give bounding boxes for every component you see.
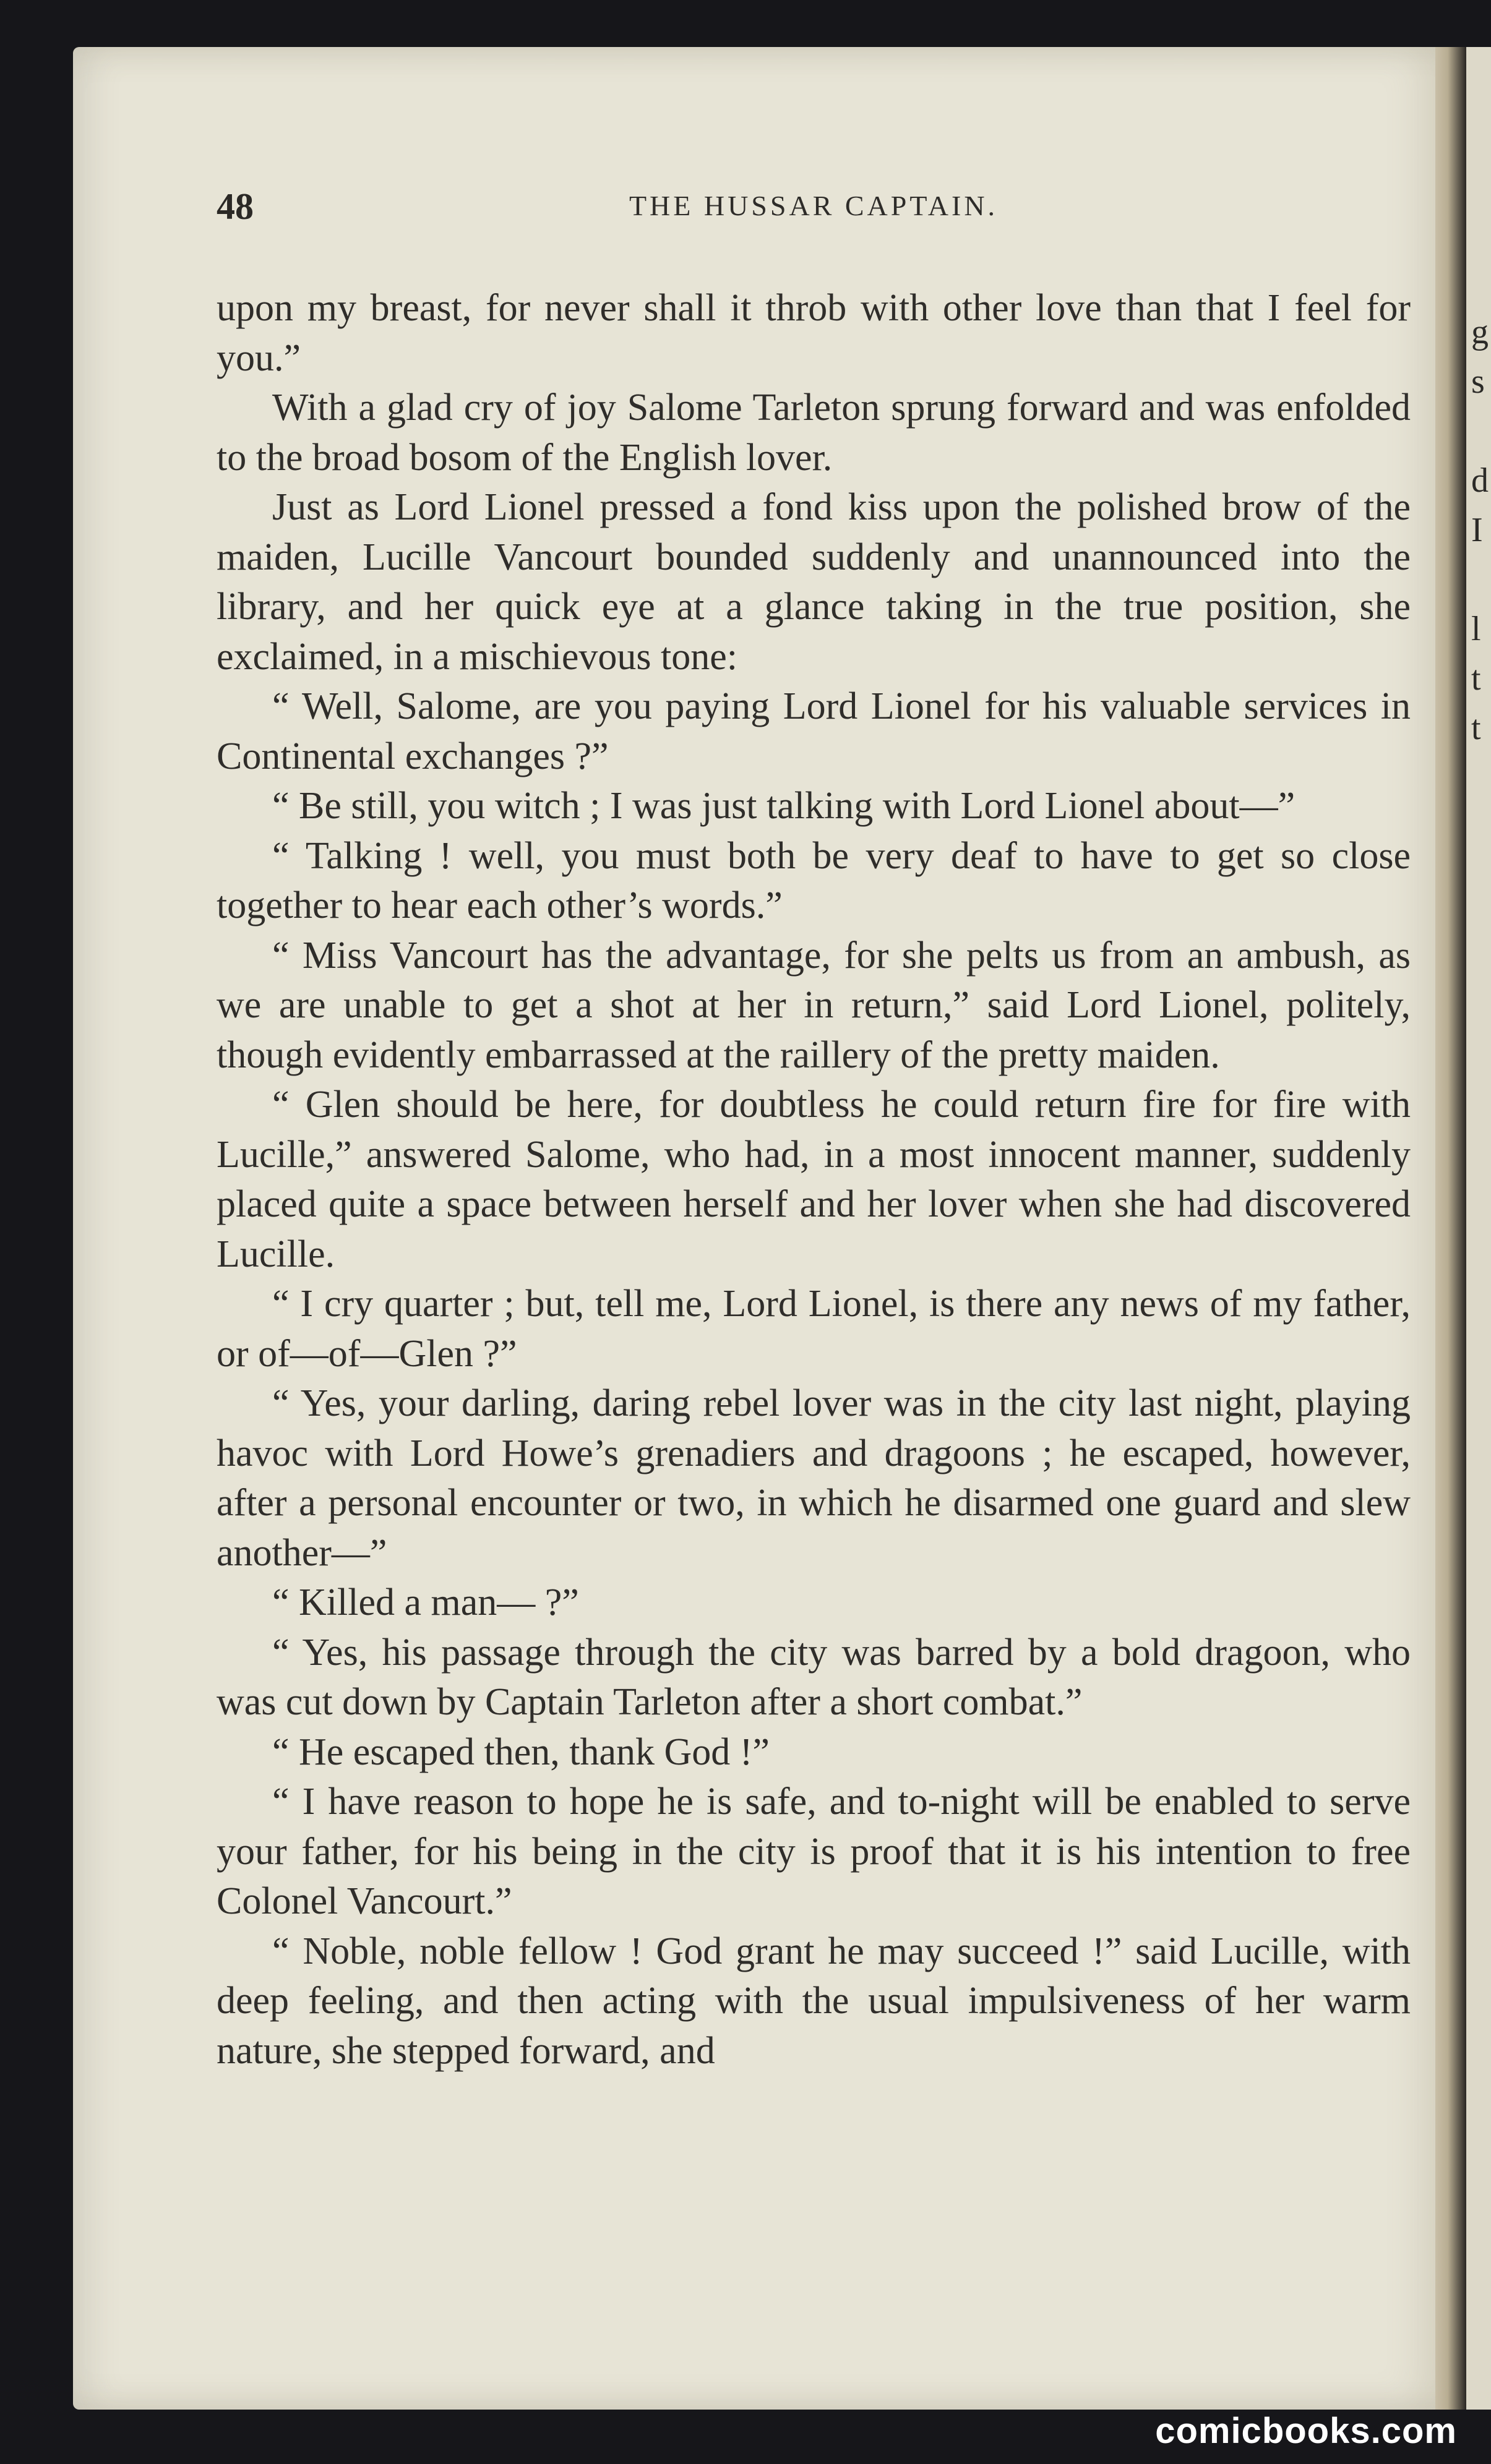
paragraph: “ Miss Vancourt has the advantage, for she pelts us from an ambush, as we are unable to get a shot at her in return,” said Lord Lionel, politely, though evidently embarrassed at the raillery of the pretty maiden.	[217, 934, 1411, 1076]
adjacent-page-letter: t	[1471, 659, 1481, 698]
paragraph: upon my breast, for never shall it throb with other love than that I feel for you.”	[217, 287, 1411, 379]
page-gutter	[1435, 47, 1466, 2410]
paragraph: “ Well, Salome, are you paying Lord Lionel for his valuable services in Continental exchanges ?”	[217, 685, 1411, 777]
paragraph: Just as Lord Lionel pressed a fond kiss upon the polished brow of the maiden, Lucille Vancourt bounded suddenly and unannounced into the library, and her quick eye at a glance taking in the true position, she exclaimed, in a mischievous tone:	[217, 486, 1411, 678]
paragraph: “ Killed a man— ?”	[272, 1581, 579, 1623]
paragraph: “ I have reason to hope he is safe, and to-night will be enabled to serve your father, for his being in the city is proof that it is his intention to free Colonel Vancourt.”	[217, 1781, 1411, 1922]
adjacent-page-edge	[1466, 47, 1491, 2410]
adjacent-page-letter: t	[1471, 709, 1481, 747]
body-text	[217, 283, 1411, 2076]
running-title: THE HUSSAR CAPTAIN.	[629, 190, 999, 221]
paragraph: “ He escaped then, thank God !”	[272, 1730, 770, 1773]
paragraph: “ Be still, you witch ; I was just talking with Lord Lionel about—”	[272, 785, 1295, 827]
paragraph: With a glad cry of joy Salome Tarleton sprung forward and was enfolded to the broad bosom of the English lover.	[217, 387, 1411, 479]
site-watermark: comicbooks.com	[1155, 2411, 1457, 2451]
paragraph: “ Glen should be here, for doubtless he could return fire for fire with Lucille,” answered Salome, who had, in a most innocent manner, suddenly placed quite a space between herself and her lover when she had discovered Lucille.	[217, 1084, 1411, 1275]
adjacent-page-letter: s	[1471, 362, 1485, 401]
page-number: 48	[217, 186, 254, 227]
adjacent-page-letter: I	[1471, 511, 1483, 549]
paragraph: “ Talking ! well, you must both be very deaf to have to get so close together to hear each other’s words.”	[217, 834, 1411, 926]
paragraph: “ Yes, your darling, daring rebel lover was in the city last night, playing havoc with Lord Howe’s grenadiers and dragoons ; he escaped, however, after a personal encounter or two, in which he disarmed one guard and slew another—”	[217, 1382, 1411, 1574]
adjacent-page-letter: l	[1471, 610, 1481, 648]
adjacent-page-letter: g	[1471, 313, 1489, 351]
paragraph: “ Yes, his passage through the city was barred by a bold dragoon, who was cut down by Captain Tarleton after a short combat.”	[217, 1631, 1411, 1723]
page-header	[217, 186, 1411, 235]
adjacent-page-letter: d	[1471, 461, 1489, 500]
paragraph: “ Noble, noble fellow ! God grant he may succeed !” said Lucille, with deep feeling, and then acting with the usual impulsiveness of her warm nature, she stepped forward, and	[217, 1930, 1411, 2072]
paragraph: “ I cry quarter ; but, tell me, Lord Lionel, is there any news of my father, or of—of—Glen ?”	[217, 1283, 1411, 1375]
